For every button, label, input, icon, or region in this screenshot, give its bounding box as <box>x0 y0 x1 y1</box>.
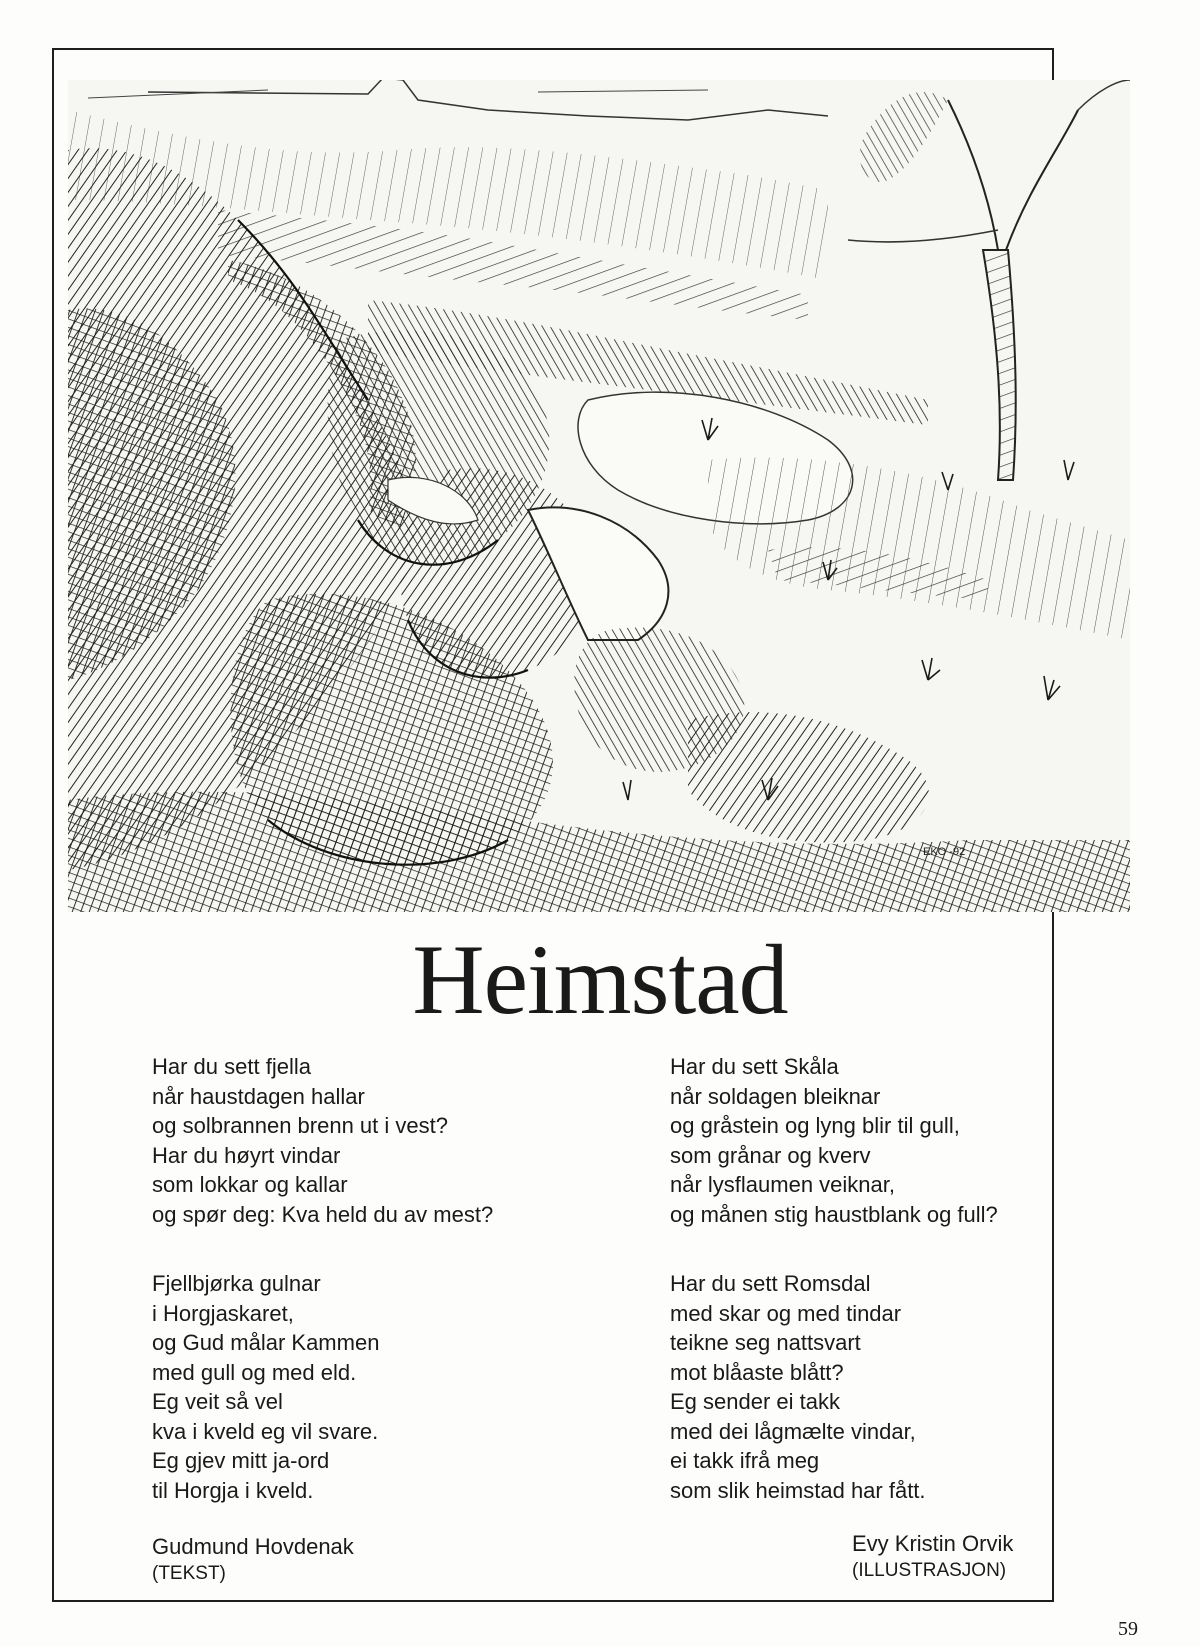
poem-line: teikne seg nattsvart <box>670 1330 861 1355</box>
poem-line: Eg gjev mitt ja-ord <box>152 1448 330 1473</box>
poem-line: Fjellbjørka gulnar <box>152 1271 321 1296</box>
poem-line: når soldagen bleiknar <box>670 1083 881 1109</box>
poem-line: Eg veit så vel <box>152 1389 283 1414</box>
illustration-signature: EKO -92 <box>923 846 966 858</box>
page-number: 59 <box>1118 1618 1138 1640</box>
poem-line: med gull og med eld. <box>152 1359 357 1385</box>
poem-line: Har du høyrt vindar <box>152 1142 341 1168</box>
poem-line: ei takk ifrå meg <box>670 1448 820 1473</box>
poem-line: og gråstein og lyng blir til gull, <box>670 1113 960 1138</box>
poem-column-left <box>152 1052 493 1545</box>
illustrator-credit <box>852 1530 1013 1584</box>
poem-line: Eg sender ei takk <box>670 1389 840 1414</box>
poem-line: som lokkar og kallar <box>152 1172 348 1197</box>
poem-line: og Gud målar Kammen <box>152 1330 380 1355</box>
poem-line: og spør deg: Kva held du av mest? <box>152 1201 494 1227</box>
poem-line: Har du sett Romsdal <box>670 1271 871 1296</box>
poem-line: Har du sett Skåla <box>670 1054 839 1079</box>
poem-line: til Horgja i kveld. <box>152 1477 314 1503</box>
poem-line: som grånar og kverv <box>670 1142 871 1168</box>
illustrator-name: Evy Kristin Orvik <box>852 1531 1014 1556</box>
illustrator-role: (ILLUSTRASJON) <box>852 1560 1007 1581</box>
stanza <box>670 1269 998 1505</box>
author-credit <box>152 1533 354 1587</box>
landscape-illustration <box>68 80 1130 912</box>
poem-line: som slik heimstad har fått. <box>670 1477 926 1503</box>
poem-title: Heimstad <box>412 924 788 1035</box>
poem-line: når lysflaumen veiknar, <box>670 1172 895 1197</box>
stanza <box>152 1052 493 1229</box>
stanza <box>152 1269 493 1505</box>
poem-line: og solbrannen brenn ut i vest? <box>152 1113 448 1138</box>
stanza <box>670 1052 998 1229</box>
poem-line: med skar og med tindar <box>670 1300 902 1326</box>
author-name: Gudmund Hovdenak <box>152 1534 354 1559</box>
poem-line: kva i kveld eg vil svare. <box>152 1418 379 1444</box>
poem-column-right <box>670 1052 998 1545</box>
poem-line: med dei lågmælte vindar, <box>670 1418 916 1444</box>
author-role: (TEKST) <box>152 1563 226 1584</box>
poem-line: når haustdagen hallar <box>152 1083 365 1109</box>
poem-line: og månen stig haustblank og full? <box>670 1201 998 1227</box>
poem-line: Har du sett fjella <box>152 1054 311 1079</box>
poem-line: i Horgjaskaret, <box>152 1300 294 1326</box>
poem-line: mot blåaste blått? <box>670 1359 844 1385</box>
